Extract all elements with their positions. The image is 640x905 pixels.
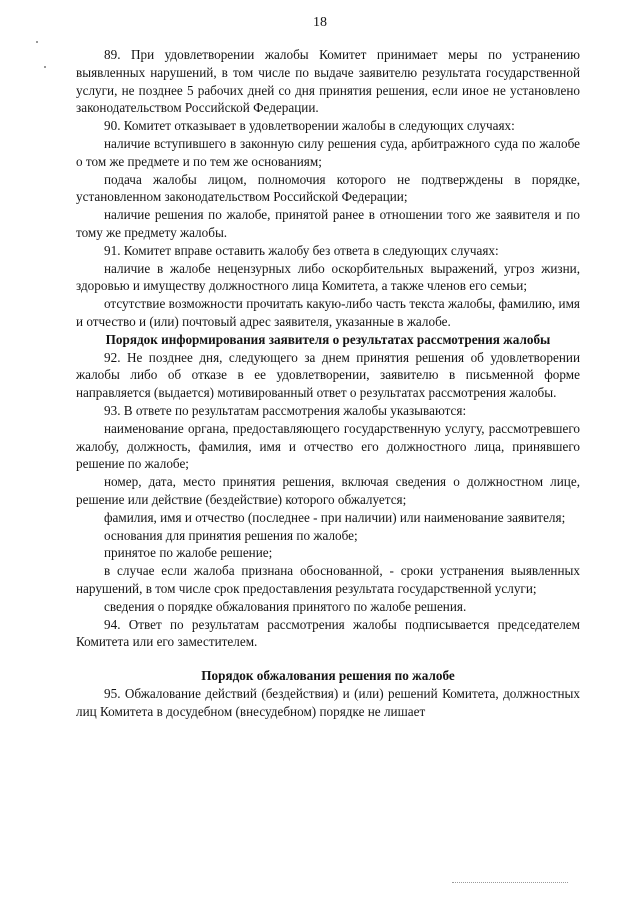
paragraph-91: 91. Комитет вправе оставить жалобу без ответа в следующих случаях: [104, 242, 499, 258]
list-item: наличие в жалобе нецензурных либо оскорбительных выражений, угроз жизни, здоровью и имуществу должностного лица Комитета, а также членов его семьи; [76, 260, 580, 294]
paragraph-90: 90. Комитет отказывает в удовлетворении жалобы в следующих случаях: [104, 118, 515, 134]
list-item: наличие вступившего в законную силу решения суда, арбитражного суда по жалобе о том же предмете и по тем же основаниям; [76, 135, 580, 169]
list-item: подача жалобы лицом, полномочия которого не подтверждены в порядке, установленном законодательством Российской Федерации; [76, 171, 580, 205]
list-item: основания для принятия решения по жалобе; [104, 527, 358, 543]
paragraph-93: 93. В ответе по результатам рассмотрения жалобы указываются: [104, 402, 467, 418]
list-item: отсутствие возможности прочитать какую-либо часть текста жалобы, фамилию, имя и отчество и (или) почтовый адрес заявителя, указанные в жалобе. [76, 296, 580, 329]
bottom-rule [452, 882, 568, 883]
paragraph-95: 95. Обжалование действий (бездействия) и (или) решений Комитета, должностных лиц Комитета в досудебном (внесудебном) порядке не лишает [76, 685, 580, 719]
list-item: наличие решения по жалобе, принятой ранее в отношении того же заявителя и по тому же предмету жалобы. [76, 207, 580, 240]
section-heading: Порядок информирования заявителя о результатах рассмотрения жалобы [105, 331, 551, 347]
scan-speck [36, 41, 38, 43]
paragraph-92: 92. Не позднее дня, следующего за днем принятия решения об удовлетворении жалобы либо об отказе в ее удовлетворении, заявителю в письменной форме направляется (выдается) мотивированный ответ о результатах рассмотрения жалобы. [76, 349, 580, 401]
document-body [76, 46, 580, 720]
list-item: в случае если жалоба признана обоснованной, - сроки устранения выявленных нарушений, в том числе срок предоставления результата государственной услуги; [76, 563, 580, 596]
page-number: 18 [313, 15, 327, 30]
paragraph-89: 89. При удовлетворении жалобы Комитет принимает меры по устранению выявленных нарушений, в том числе по выдаче заявителю результата государственной услуги, не позднее 5 рабочих дней со дня принятия решения, если иное не установлено законодательством Российской Федерации. [76, 47, 580, 116]
list-item: номер, дата, место принятия решения, включая сведения о должностном лице, решение или действие (бездействие) которого обжалуется; [76, 474, 580, 507]
list-item: наименование органа, предоставляющего государственную услугу, рассмотревшего жалобу, должность, фамилия, имя и отчество его должностного лица, принявшего решение по жалобе; [76, 420, 580, 472]
paragraph-94: 94. Ответ по результатам рассмотрения жалобы подписывается председателем Комитета или его заместителем. [76, 616, 580, 650]
list-item: принятое по жалобе решение; [104, 545, 273, 561]
list-item: фамилия, имя и отчество (последнее - при наличии) или наименование заявителя; [104, 509, 566, 525]
list-item: сведения о порядке обжалования принятого по жалобе решения. [104, 598, 467, 614]
section-spacer [76, 651, 580, 667]
scan-speck [44, 66, 46, 68]
section-heading: Порядок обжалования решения по жалобе [201, 668, 455, 684]
